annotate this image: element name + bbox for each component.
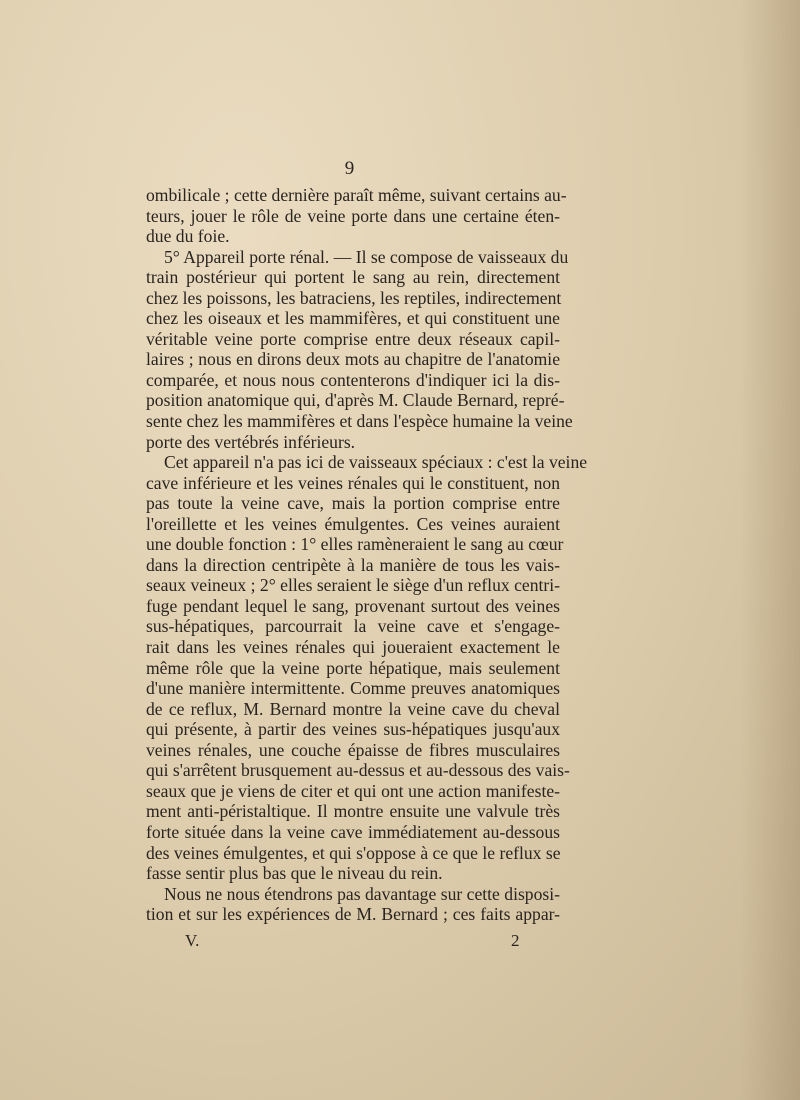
text-line: sente chez les mammifères et dans l'espèce humaine la veine	[146, 411, 573, 432]
text-line: fasse sentir plus bas que le niveau du rein.	[146, 863, 443, 884]
body-text	[146, 185, 588, 925]
text-line: 5° Appareil porte rénal. — Il se compose de vaisseaux du	[164, 246, 569, 267]
text-line: rait dans les veines rénales qui joueraient exactement le	[146, 637, 560, 658]
text-line: tion et sur les expériences de M. Bernard ; ces faits appar-	[146, 904, 560, 925]
text-line: une double fonction : 1° elles ramèneraient le sang au cœur	[146, 534, 564, 555]
text-line: position anatomique qui, d'après M. Claude Bernard, repré-	[146, 390, 565, 411]
text-line: Nous ne nous étendrons pas davantage sur cette disposi-	[164, 883, 560, 904]
text-line: comparée, et nous nous contenterons d'indiquer ici la dis-	[146, 369, 560, 390]
text-line: forte située dans la veine cave immédiatement au-dessous	[146, 821, 560, 842]
text-line: qui s'arrêtent brusquement au-dessus et au-dessous des vais-	[146, 760, 570, 781]
text-line: seaux veineux ; 2° elles seraient le siège d'un reflux centri-	[146, 575, 560, 596]
text-line: Cet appareil n'a pas ici de vaisseaux spéciaux : c'est la veine	[164, 452, 588, 473]
text-line: pas toute la veine cave, mais la portion comprise entre	[146, 493, 560, 514]
text-line: train postérieur qui portent le sang au rein, directement	[146, 267, 560, 288]
page-edge-shadow	[740, 0, 800, 1100]
text-line: cave inférieure et les veines rénales qui le constituent, non	[146, 472, 560, 493]
text-line: ombilicale ; cette dernière paraît même, suivant certains au-	[146, 185, 567, 205]
signature-number: 2	[511, 931, 520, 950]
page-number: 9	[344, 158, 356, 179]
text-line: même rôle que la veine porte hépatique, mais seulement	[146, 657, 560, 678]
text-line: chez les oiseaux et les mammifères, et qui constituent une	[146, 308, 560, 329]
text-line: ment anti-péristaltique. Il montre ensuite une valvule très	[146, 801, 560, 822]
text-line: sus-hépatiques, parcourrait la veine cave et s'engage-	[146, 616, 560, 637]
text-line: chez les poissons, les batraciens, les reptiles, indirectement	[146, 287, 562, 308]
text-line: teurs, jouer le rôle de veine porte dans une certaine éten-	[146, 205, 560, 226]
text-line: due du foie.	[146, 226, 230, 247]
text-line: fuge pendant lequel le sang, provenant surtout des veines	[146, 595, 560, 616]
text-line: d'une manière intermittente. Comme preuves anatomiques	[146, 678, 560, 699]
text-line: de ce reflux, M. Bernard montre la veine cave du cheval	[146, 698, 560, 719]
text-line: porte des vertébrés inférieurs.	[146, 431, 356, 452]
text-line: qui présente, à partir des veines sus-hépatiques jusqu'aux	[146, 719, 560, 740]
signature-letter: V.	[185, 931, 200, 950]
text-line: seaux que je viens de citer et qui ont une action manifeste-	[146, 780, 560, 801]
text-line: veines rénales, une couche épaisse de fibres musculaires	[146, 739, 560, 760]
text-line: véritable veine porte comprise entre deux réseaux capil-	[146, 328, 560, 349]
text-line: des veines émulgentes, et qui s'oppose à ce que le reflux se	[146, 842, 561, 863]
text-line: l'oreillette et les veines émulgentes. Ces veines auraient	[146, 513, 560, 534]
text-line: laires ; nous en dirons deux mots au chapitre de l'anatomie	[146, 349, 560, 370]
text-line: dans la direction centripète à la manière de tous les vais-	[146, 554, 560, 575]
